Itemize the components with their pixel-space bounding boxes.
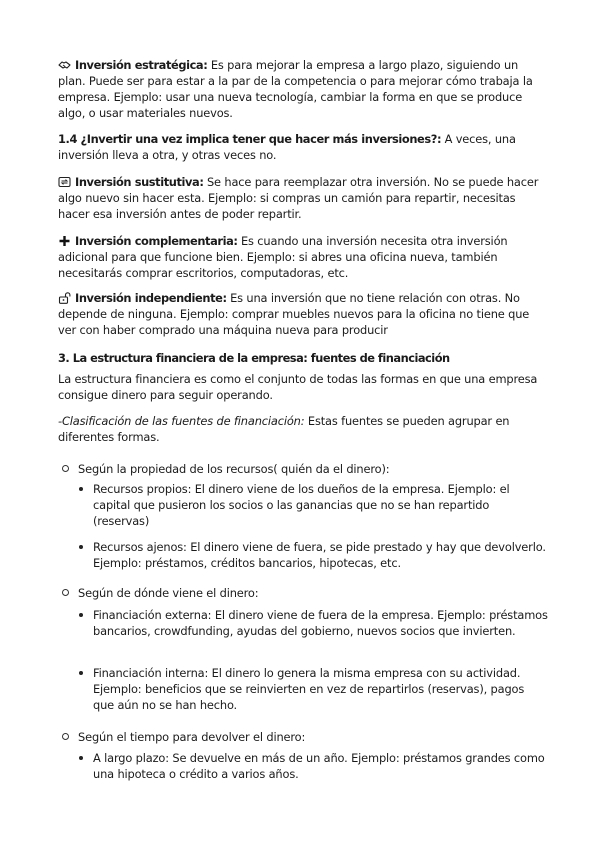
paragraph-inversion-sustitutiva: [58, 174, 548, 222]
replace-icon: [58, 176, 71, 188]
bullet-icon: [79, 671, 83, 675]
clasificacion-paragraph: [58, 413, 548, 445]
term-inversion-sustitutiva: Inversión sustitutiva:: [75, 175, 204, 189]
list-item: [93, 607, 548, 639]
list-item-text: Recursos propios: El dinero viene de los dueños de la empresa. Ejemplo: el capital que pusieron los socios o las ganancias que no se han repartido (reservas): [93, 482, 510, 528]
hollow-bullet-icon: [62, 733, 69, 740]
list-item: [93, 665, 548, 713]
question-1-4-title: 1.4 ¿Invertir una vez implica tener que hacer más inversiones?:: [58, 132, 442, 146]
text-inversion-complementaria: Es cuando una inversión necesita otra inversión adicional para que funcione bien. Ejemplo: si abres una oficina nueva, también necesitarás comprar escritorios, computadoras, etc.: [58, 234, 508, 280]
clasificacion-label: -Clasificación de las fuentes de financiación:: [58, 414, 305, 428]
list-item-group-propiedad: [78, 461, 548, 477]
paragraph-inversion-complementaria: [58, 233, 548, 281]
group-label: Según de dónde viene el dinero:: [78, 586, 259, 600]
text-inversion-independiente: Es una inversión que no tiene relación con otras. No depende de ninguna. Ejemplo: comprar muebles nuevos para la oficina no tiene que ver con haber comprado una máquina nueva para producir: [58, 291, 530, 337]
bullet-icon: [79, 545, 83, 549]
list-item-text: Financiación interna: El dinero lo genera la misma empresa con su actividad. Ejemplo: beneficios que se reinvierten en vez de repartirlos (reservas), pagos que aún no se han hecho.: [93, 666, 525, 712]
group-label: Según el tiempo para devolver el dinero:: [78, 730, 306, 744]
list-item: [93, 481, 548, 529]
section-3-intro: [58, 371, 548, 403]
clasificacion-text: Estas fuentes se pueden agrupar en diferentes formas.: [58, 414, 510, 444]
text-inversion-sustitutiva: Se hace para reemplazar otra inversión. No se puede hacer algo nuevo sin hacer esta. Ejemplo: si compras un camión para repartir, necesitas hacer esa inversión antes de poder repartir.: [58, 175, 539, 221]
plus-icon: [58, 235, 71, 247]
hollow-bullet-icon: [62, 465, 69, 472]
bullet-icon: [79, 613, 83, 617]
hollow-bullet-icon: [62, 589, 69, 596]
term-inversion-independiente: Inversión independiente:: [75, 291, 227, 305]
question-1-4-answer: A veces, una inversión lleva a otra, y otras veces no.: [58, 132, 516, 162]
bullet-icon: [79, 756, 83, 760]
term-inversion-estrategica: Inversión estratégica:: [75, 58, 208, 72]
section-3-heading: 3. La estructura financiera de la empresa: fuentes de financiación: [58, 351, 450, 365]
unlock-icon: [58, 292, 71, 304]
handshake-icon: [58, 59, 71, 71]
term-inversion-complementaria: Inversión complementaria:: [75, 234, 238, 248]
paragraph-question-1-4: [58, 131, 548, 163]
list-item: [93, 750, 548, 782]
list-item-text: Recursos ajenos: El dinero viene de fuera, se pide prestado y hay que devolverlo. Ejemplo: préstamos, créditos bancarios, hipotecas, etc.: [93, 540, 546, 570]
list-item-group-origen: [78, 585, 548, 601]
list-item: [93, 539, 548, 571]
bullet-icon: [79, 487, 83, 491]
list-item-text: Financiación externa: El dinero viene de fuera de la empresa. Ejemplo: préstamos bancarios, crowdfunding, ayudas del gobierno, nuevos socios que invierten.: [93, 608, 548, 638]
list-item-group-tiempo: [78, 729, 548, 745]
paragraph-inversion-independiente: [58, 290, 548, 338]
group-label: Según la propiedad de los recursos( quién da el dinero):: [78, 462, 390, 476]
text-inversion-estrategica: Es para mejorar la empresa a largo plazo, siguiendo un plan. Puede ser para estar a la par de la competencia o para mejorar cómo trabaja la empresa. Ejemplo: usar una nueva tecnología, cambiar la forma en que se produce algo, o usar materiales nuevos.: [58, 58, 533, 120]
list-item-text: A largo plazo: Se devuelve en más de un año. Ejemplo: préstamos grandes como una hipoteca o crédito a varios años.: [93, 751, 545, 781]
section-3-intro-text: La estructura financiera es como el conjunto de todas las formas en que una empresa consigue dinero para seguir operando.: [58, 372, 538, 402]
paragraph-inversion-estrategica: [58, 57, 548, 121]
section-3-heading-block: [58, 350, 548, 366]
